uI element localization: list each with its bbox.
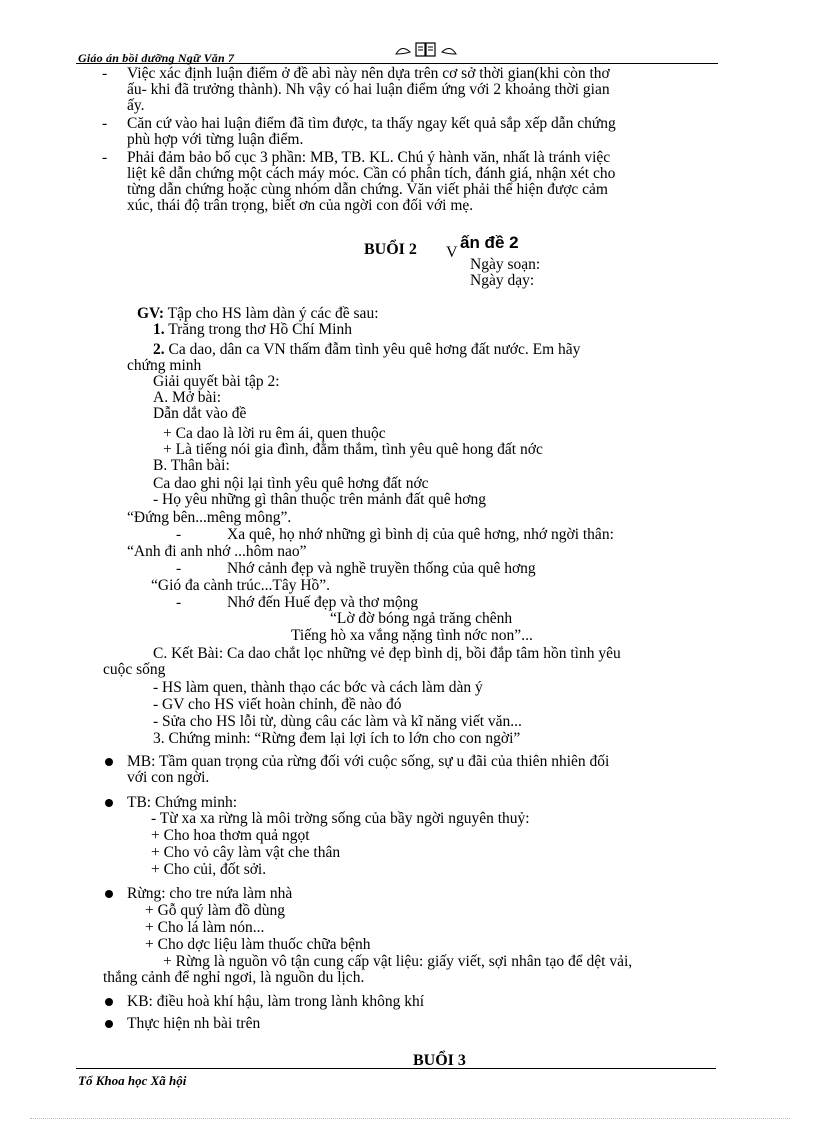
outline-line: C. Kết Bài: Ca dao chắt lọc những vẻ đẹp bình dị, bồi đắp tâm hồn tình yêu [153, 645, 621, 662]
outline-line: Nhớ cảnh đẹp và nghề truyền thống của quê hơng [227, 560, 536, 577]
mb-line-1: MB: Tầm quan trọng của rừng đối với cuộc sống, sự u đãi của thiên nhiên đối [127, 753, 610, 770]
session-3-heading: BUỔI 3 [413, 1052, 466, 1069]
tb-heading: TB: Chứng minh: [127, 794, 238, 811]
date-prepared: Ngày soạn: [470, 256, 541, 273]
gv-instruction [137, 306, 379, 322]
tb-line: + Cho hoa thơm quả ngọt [151, 827, 310, 844]
header-title: Giáo án bồi dưỡng Ngữ Văn 7 [78, 51, 235, 65]
intro-item-3-line-3: từng dẫn chứng hoặc cùng nhóm dẫn chứng. Văn viết phải thể hiện được cảm [127, 181, 608, 198]
list-dash: - [102, 149, 108, 166]
outline-line: + Là tiếng nói gia đình, đằm thắm, tình yêu quê hong đất nớc [163, 441, 543, 458]
outline-line: - Sửa cho HS lỗi từ, dùng câu các làm và kĩ năng viết văn... [153, 713, 522, 730]
gv-text: Tập cho HS làm dàn ý các đề sau: [164, 305, 379, 322]
footer-rule [76, 1068, 716, 1069]
outline-line: - GV cho HS viết hoàn chỉnh, đề nào đó [153, 696, 402, 713]
rung-line: + Cho lá làm nón... [145, 919, 265, 936]
intro-item-1-line-1: Việc xác định luận điểm ở đề abì này nên dựa trên cơ sở thời gian(khi còn thơ [127, 65, 610, 82]
intro-item-1-line-3: ấy. [127, 97, 145, 114]
outline-line: - HS làm quen, thành thạo các bớc và cách làm dàn ý [153, 679, 483, 696]
session-2-v-letter: V [446, 244, 458, 261]
outline-line: - Họ yêu những gì thân thuộc trên mảnh đất quê hơng [153, 491, 486, 508]
outline-line: B. Thân bài: [153, 457, 230, 474]
rung-heading: Rừng: cho tre nứa làm nhà [127, 885, 293, 902]
list-dash: - [102, 65, 108, 82]
session-2-topic: ấn đề 2 [460, 233, 519, 252]
list-dash: - [176, 526, 182, 543]
bullet-icon [105, 890, 113, 898]
task-1-number: 1. [153, 321, 165, 338]
mb-line-2: với con ngời. [127, 769, 210, 786]
session-2-heading: BUỔI 2 [364, 241, 417, 258]
list-dash: - [102, 115, 108, 132]
intro-item-3-line-4: xúc, thái độ trân trọng, biết ơn của ngời con đối với mẹ. [127, 197, 474, 214]
task-2-number: 2. [153, 341, 165, 358]
rung-line: thắng cảnh để nghỉ ngơi, là nguồn du lịch. [103, 969, 365, 986]
outline-line: + Ca dao là lời ru êm ái, quen thuộc [163, 425, 386, 442]
list-dash: - [176, 594, 182, 611]
list-dash: - [176, 560, 182, 577]
task-2 [153, 342, 580, 358]
kb-line: KB: điều hoà khí hậu, làm trong lành không khí [127, 993, 425, 1010]
outline-line: A. Mở bài: [153, 389, 222, 406]
outline-line: “Anh đi anh nhớ ...hôm nao” [127, 543, 307, 560]
outline-line: Ca dao ghi nội lại tình yêu quê hơng đất nớc [153, 475, 429, 492]
page-edge [30, 1118, 790, 1119]
intro-item-2-line-2: phù hợp với từng luận điểm. [127, 131, 304, 148]
task-2-continued: chứng minh [127, 357, 202, 374]
tb-line: + Cho củi, đốt sởi. [151, 861, 267, 878]
intro-item-3-line-2: liệt kê dẫn chứng một cách máy móc. Cần có phân tích, đánh giá, nhận xét cho [127, 165, 616, 182]
task-1-text: Trăng trong thơ Hồ Chí Minh [164, 321, 352, 338]
rung-line: + Rừng là nguồn vô tận cung cấp vật liệu: giấy viết, sợi nhân tạo để dệt vải, [163, 953, 633, 970]
header-rule [76, 63, 718, 64]
outline-line: Giải quyết bài tập 2: [153, 373, 280, 390]
rung-line: + Gỗ quý làm đồ dùng [145, 902, 286, 919]
outline-line: cuộc sống [103, 661, 166, 678]
bullet-icon [105, 998, 113, 1006]
outline-line: Xa quê, họ nhớ những gì bình dị của quê hơng, nhớ ngời thân: [227, 526, 614, 543]
outline-line: Dẫn dắt vào đề [153, 405, 247, 422]
date-taught: Ngày dạy: [470, 272, 535, 289]
outline-line: Nhớ đến Huế đẹp và thơ mộng [227, 594, 419, 611]
intro-item-2-line-1: Căn cứ vào hai luận điểm đã tìm được, ta thấy ngay kết quả sắp xếp dẫn chứng [127, 115, 616, 132]
outline-line: “Gió đa cành trúc...Tây Hồ”. [151, 577, 331, 594]
tb-line: + Cho vỏ cây làm vật che thân [151, 844, 341, 861]
tb-line: - Từ xa xa rừng là môi trờng sống của bầy ngời nguyên thuỷ: [151, 810, 530, 827]
bullet-icon [105, 799, 113, 807]
poem-line-2: Tiếng hò xa vắng nặng tình nớc non”... [291, 627, 533, 644]
intro-item-1-line-2: ấu- khi đã trưởng thành). Nh vậy có hai luận điểm ứng với 2 khoảng thời gian [127, 81, 610, 98]
gv-label: GV: [137, 305, 164, 322]
outline-line: “Đứng bên...mêng mông”. [127, 509, 292, 526]
task-1 [153, 322, 352, 338]
footer-text: Tổ Khoa học Xã hội [78, 1073, 187, 1088]
outline-line: 3. Chứng minh: “Rừng đem lại lợi ích to lớn cho con ngời” [153, 730, 521, 747]
intro-item-3-line-1: Phải đảm bảo bố cục 3 phần: MB, TB. KL. Chú ý hành văn, nhất là tránh việc [127, 149, 611, 166]
rung-line: + Cho dợc liệu làm thuốc chữa bệnh [145, 936, 371, 953]
book-ornament-icon [390, 40, 462, 60]
thuc-hien-line: Thực hiện nh bài trên [127, 1015, 261, 1032]
poem-line-1: “Lờ đờ bóng ngả trăng chênh [330, 610, 513, 627]
task-2-text: Ca dao, dân ca VN thấm đẫm tình yêu quê hơng đất nước. Em hãy [164, 341, 581, 358]
bullet-icon [105, 1020, 113, 1028]
bullet-icon [105, 758, 113, 766]
